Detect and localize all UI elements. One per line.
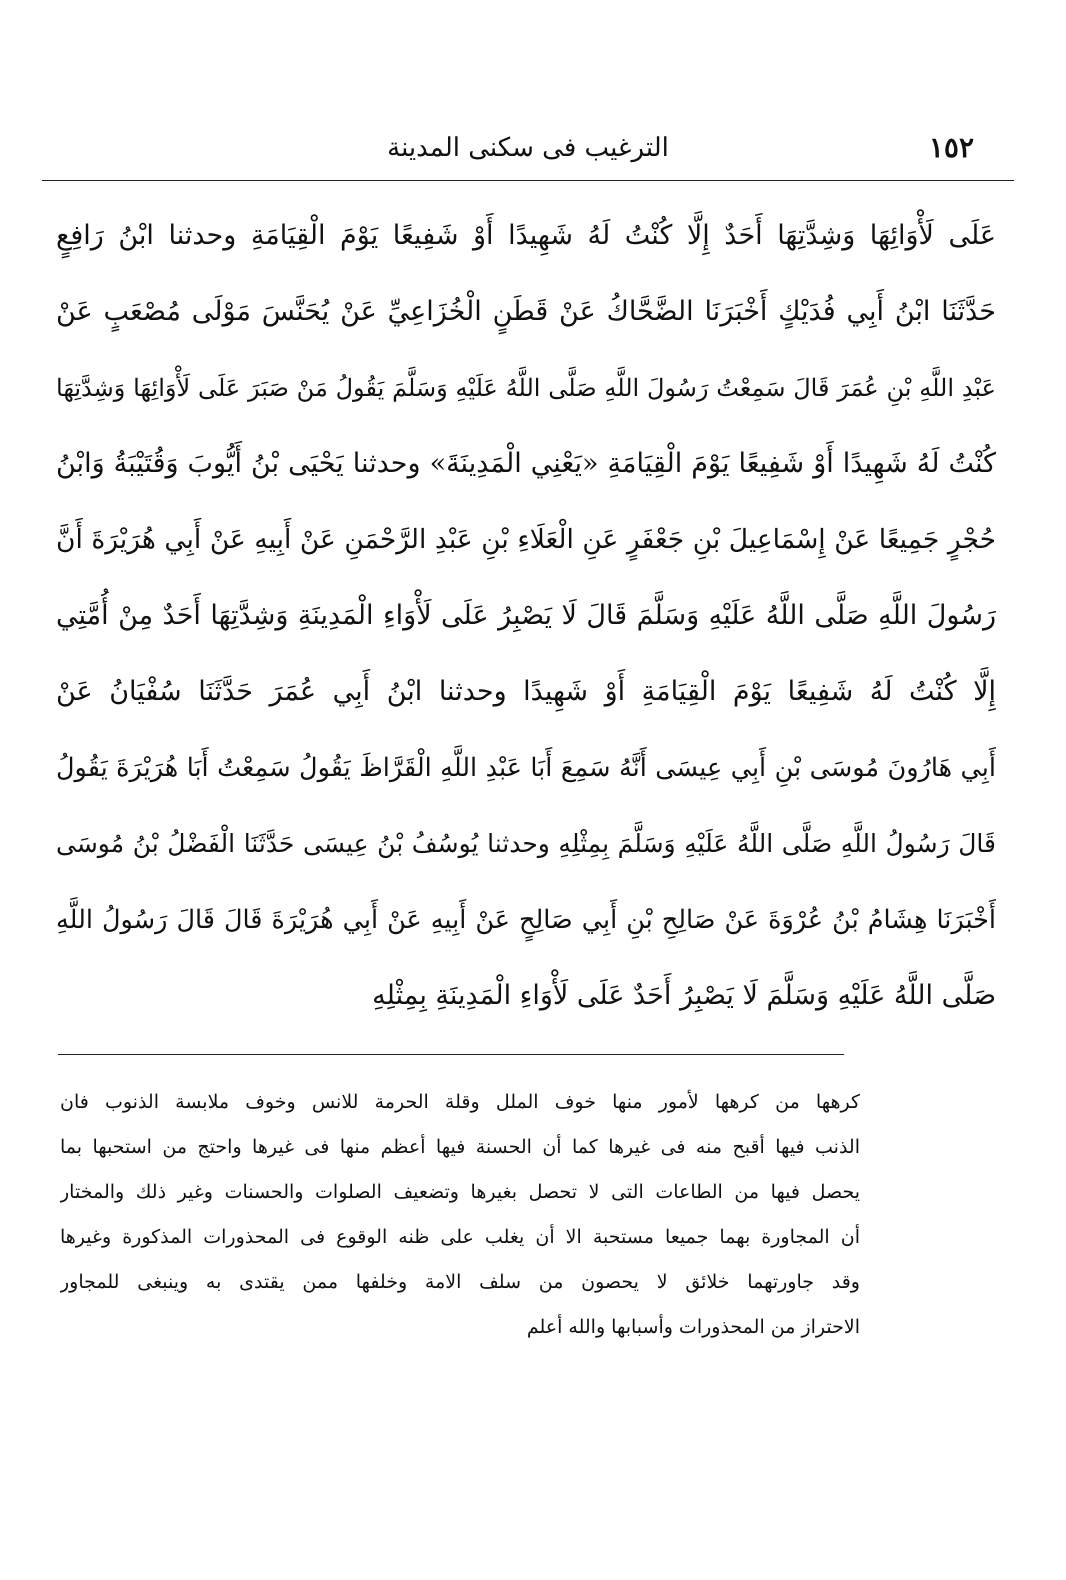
- commentary-line: الذنب فيها أقبح منه فى غيرها كما أن الحسنة فيها أعظم منها فى غيرها واحتج من استحبها بما: [60, 1136, 860, 1158]
- commentary-line: أن المجاورة بهما جميعا مستحبة الا أن يغلب على ظنه الوقوع فى المحذورات المذكورة وغيرها: [60, 1226, 860, 1248]
- text-line: صَلَّى اللَّهُ عَلَيْهِ وَسَلَّمَ لَا يَصْبِرُ أَحَدٌ عَلَى لَأْوَاءِ الْمَدِينَةِ بِمِثْلِهِ: [372, 980, 996, 1011]
- commentary-line: الاحتراز من المحذورات وأسبابها والله أعلم: [526, 1316, 860, 1338]
- text-line: أَخْبَرَنَا هِشَامُ بْنُ عُرْوَةَ عَنْ صَالِحِ بْنِ أَبِي صَالِحٍ عَنْ أَبِيهِ عَنْ أَبِي هُرَيْرَةَ قَالَ قَالَ رَسُولُ اللَّهِ: [56, 905, 996, 935]
- text-line: عَبْدِ اللَّهِ بْنِ عُمَرَ قَالَ سَمِعْتُ رَسُولَ اللَّهِ صَلَّى اللَّهُ عَلَيْهِ وَسَلَّمَ يَقُولُ مَنْ صَبَرَ عَلَى لَأْوَائِهَا وَشِدَّتِهَا: [56, 374, 996, 402]
- text-line: حُجْرٍ جَمِيعًا عَنْ إِسْمَاعِيلَ بْنِ جَعْفَرٍ عَنِ الْعَلَاءِ بْنِ عَبْدِ الرَّحْمَنِ عَنْ أَبِيهِ عَنْ أَبِي هُرَيْرَةَ أَنَّ: [56, 524, 996, 555]
- text-line: رَسُولَ اللَّهِ صَلَّى اللَّهُ عَلَيْهِ وَسَلَّمَ قَالَ لَا يَصْبِرُ عَلَى لَأْوَاءِ الْمَدِينَةِ وَشِدَّتِهَا أَحَدٌ مِنْ أُمَّتِي: [56, 600, 996, 631]
- commentary-line: يحصل فيها من الطاعات التى لا تحصل بغيرها وتضعيف الصلوات والحسنات وغير ذلك والمختار: [60, 1181, 860, 1203]
- running-head: [42, 128, 1014, 178]
- hadith-text-block: [56, 198, 996, 1034]
- commentary-line: وقد جاورتهما خلائق لا يحصون من سلف الامة وخلفها ممن يقتدى به وينبغى للمجاور: [60, 1271, 860, 1293]
- text-line: كُنْتُ لَهُ شَهِيدًا أَوْ شَفِيعًا يَوْمَ الْقِيَامَةِ «يَعْنِي الْمَدِينَةَ» وحدثنا يَحْيَى بْنُ أَيُّوبَ وَقُتَيْبَةُ وَابْنُ: [56, 448, 996, 479]
- footnote-divider: [58, 1054, 844, 1055]
- commentary-line: كرهها من كرهها لأمور منها خوف الملل وقلة الحرمة للانس وخوف ملابسة الذنوب فان: [60, 1091, 860, 1113]
- text-line: إِلَّا كُنْتُ لَهُ شَفِيعًا يَوْمَ الْقِيَامَةِ أَوْ شَهِيدًا وحدثنا ابْنُ أَبِي عُمَرَ حَدَّثَنَا سُفْيَانُ عَنْ: [56, 676, 996, 707]
- text-line: أَبِي هَارُونَ مُوسَى بْنِ أَبِي عِيسَى أَنَّهُ سَمِعَ أَبَا عَبْدِ اللَّهِ الْقَرَّاظَ يَقُولُ سَمِعْتُ أَبَا هُرَيْرَةَ يَقُولُ: [56, 753, 996, 783]
- text-line: قَالَ رَسُولُ اللَّهِ صَلَّى اللَّهُ عَلَيْهِ وَسَلَّمَ بِمِثْلِهِ وحدثنا يُوسُفُ بْنُ عِيسَى حَدَّثَنَا الْفَضْلُ بْنُ مُوسَى: [56, 829, 996, 858]
- text-line: حَدَّثَنَا ابْنُ أَبِي فُدَيْكٍ أَخْبَرَنَا الضَّحَّاكُ عَنْ قَطَنٍ الْخُزَاعِيِّ عَنْ يُحَنَّسَ مَوْلَى مُصْعَبٍ عَنْ: [56, 296, 996, 327]
- page-number: ١٥٢: [928, 131, 974, 164]
- commentary-block: [60, 1080, 860, 1350]
- page-title: الترغيب فى سكنى المدينة: [387, 133, 669, 163]
- text-line: عَلَى لَأْوَائِهَا وَشِدَّتِهَا أَحَدٌ إِلَّا كُنْتُ لَهُ شَهِيدًا أَوْ شَفِيعًا يَوْمَ الْقِيَامَةِ وحدثنا ابْنُ رَافِعٍ: [56, 220, 996, 251]
- header-divider: [42, 180, 1014, 181]
